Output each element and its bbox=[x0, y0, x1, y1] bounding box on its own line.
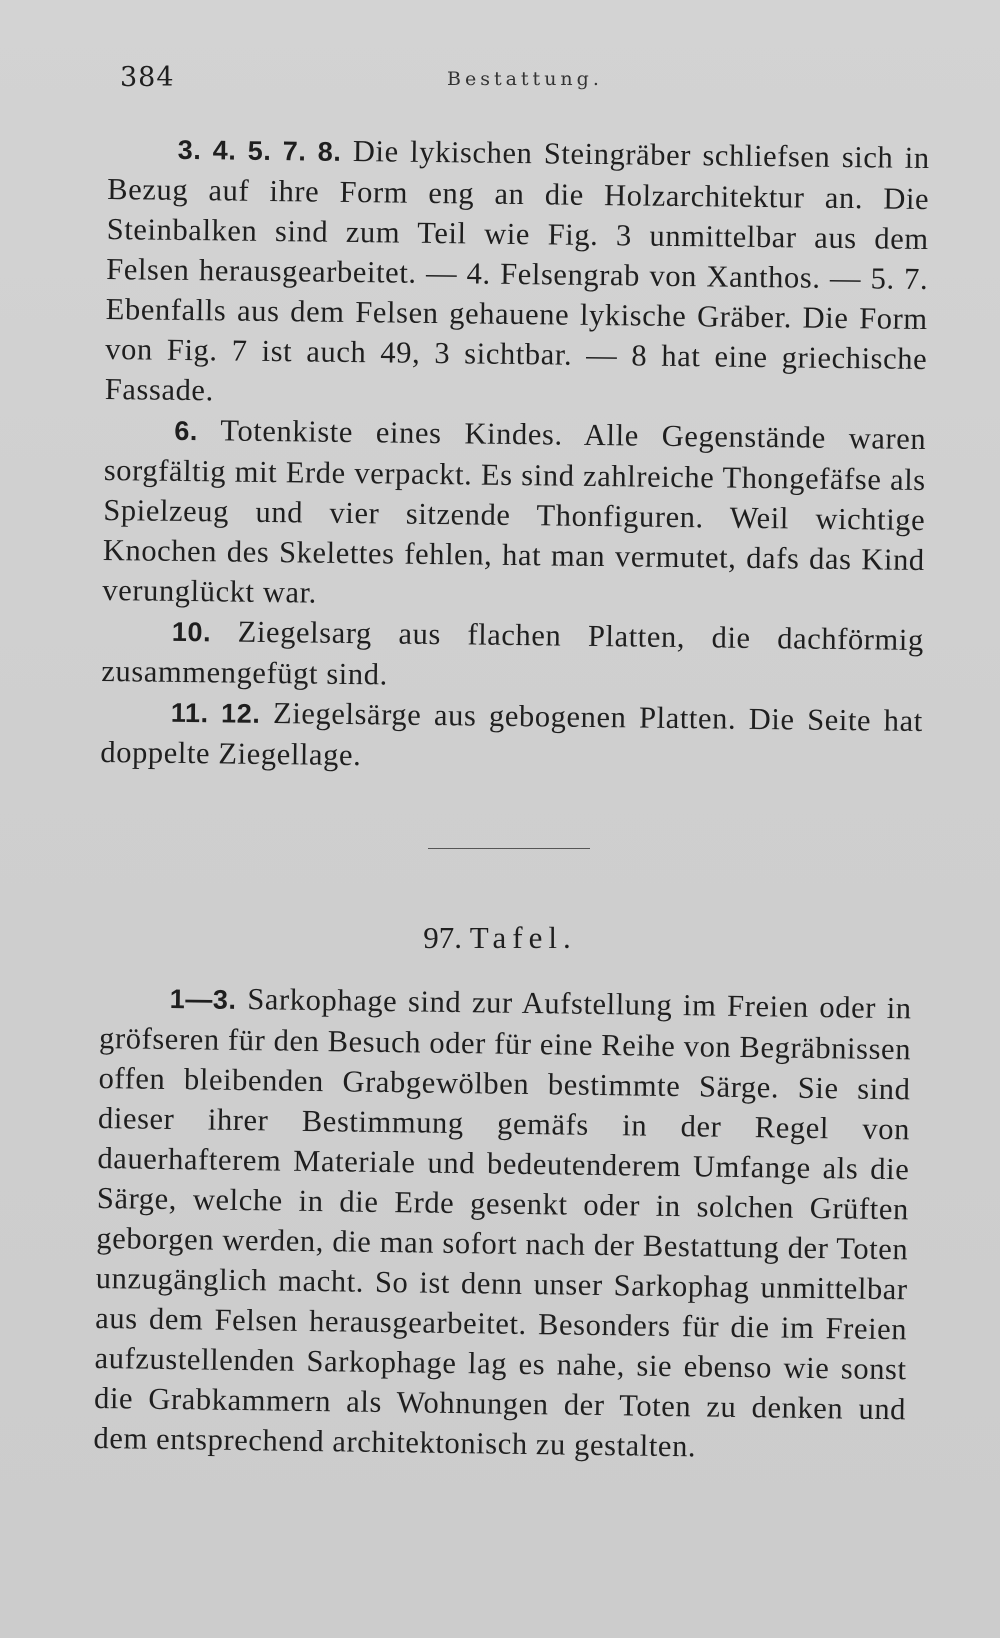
paragraph bbox=[100, 691, 923, 782]
section-text-tafel-97 bbox=[93, 977, 912, 1469]
paragraph-text: Die lykischen Steingräber schliefsen sich in Bezug auf ihre Form eng an die Holzarchitektur an. Die Steinbalken sind zum Teil wie Fig. 3 unmittelbar aus dem Felsen herausgearbeitet. — 4. Felsengrab von Xanthos. — 5. 7. Ebenfalls aus dem Felsen gehauene lykische Gräber. Die Form von Fig. 7 ist auch 49, 3 sichtbar. — 8 hat eine griechische Fassade. bbox=[104, 133, 930, 408]
section-heading-word: Tafel. bbox=[469, 920, 577, 955]
section-heading bbox=[0, 920, 1000, 956]
paragraph-text: Totenkiste eines Kindes. Alle Gegenstände waren sorgfältig mit Erde verpackt. Es sind zahlreiche Thongefäfse als Spielzeug und vier sitzende Thonfiguren. Weil wichtige Knochen des Skelettes fehlen, hat man vermutet, dafs das Kind verunglückt war. bbox=[102, 413, 927, 610]
figure-numbers: 6. bbox=[174, 415, 199, 447]
section-divider bbox=[428, 848, 590, 849]
section-text-plates bbox=[100, 128, 930, 782]
paragraph-text: Ziegelsärge aus gebogenen Platten. Die Seite hat doppelte Ziegellage. bbox=[100, 695, 924, 773]
paragraph bbox=[101, 610, 924, 701]
section-heading-number: 97. bbox=[423, 920, 462, 955]
figure-numbers: 3. 4. 5. 7. 8. bbox=[177, 134, 342, 167]
page-number: 384 bbox=[120, 62, 175, 93]
figure-numbers: 1—3. bbox=[169, 983, 237, 1015]
running-head: Bestattung. bbox=[447, 68, 603, 90]
paragraph bbox=[93, 977, 912, 1469]
paragraph bbox=[102, 409, 926, 620]
figure-numbers: 10. bbox=[171, 616, 212, 648]
paragraph-text: Sarkophage sind zur Aufstellung im Freien oder in gröfseren für den Besuch oder für eine Reihe von Begräbnissen offen bleibenden Grabgewölben bestimmte Särge. Sie sind dieser ihrer Bestimmung gemäfs in der Regel von dauerhafterem Materiale und bedeutenderem Umfange als die Särge, welche in die Erde gesenkt oder in solchen Grüften geborgen werden, die man sofort nach der Bestattung der Toten unzugänglich macht. So ist denn unser Sarkophag unmittelbar aus dem Felsen herausgearbeitet. Besonders für die im Freien aufzustellenden Sarkophage lag es nahe, sie ebenso wie sonst die Grabkammern als Wohnungen der Toten zu denken und dem entsprechend architektonisch zu gestalten. bbox=[93, 981, 912, 1464]
figure-numbers: 11. 12. bbox=[170, 697, 261, 729]
paragraph bbox=[105, 128, 930, 419]
paragraph-text: Ziegelsarg aus flachen Platten, die dachförmig zusammengefügt sind. bbox=[101, 614, 925, 692]
